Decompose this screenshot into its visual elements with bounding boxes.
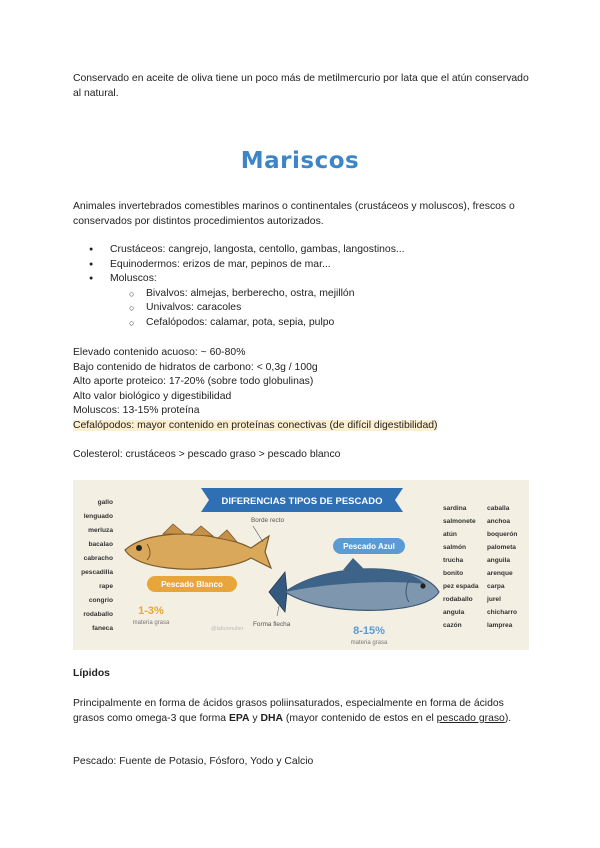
- blue-fish-name: carpa: [487, 583, 505, 590]
- white-fish-names: [81, 499, 113, 632]
- white-fish-name: merluza: [88, 527, 113, 534]
- description-paragraph: Animales invertebrados comestibles marinos o continentales (crustáceos y moluscos), frescos o conservados por distintos procedimientos autorizados.: [73, 201, 515, 227]
- lipidos-text-a: Principalmente en forma de ácidos grasos poliinsaturados, especialmente en forma de ácidos grasos como omega-3 que forma: [73, 698, 504, 724]
- white-fish-name: gallo: [97, 499, 113, 506]
- lipidos-heading: Lípidos: [73, 668, 110, 679]
- blue-fish-name: trucha: [443, 557, 464, 564]
- pescado-graso-link[interactable]: pescado graso: [436, 712, 505, 724]
- white-fish-name: pescadilla: [81, 569, 113, 576]
- white-fish-name: lenguado: [83, 513, 113, 520]
- blue-fish-name: boquerón: [487, 531, 518, 538]
- sublist-item-univalvos: ○ Univalvos: caracoles: [73, 301, 533, 316]
- lipidos-text-c: ).: [504, 712, 512, 724]
- blue-fish-name: arenque: [487, 570, 513, 577]
- white-fish-name: bacalao: [88, 541, 113, 548]
- white-fish-illustration: [125, 524, 271, 569]
- blue-fat-percent: 8-15%: [353, 625, 385, 637]
- blue-fat-label: materia grasa: [350, 640, 388, 646]
- lipidos-text-b: (mayor contenido de estos en el: [283, 712, 437, 724]
- blue-fish-name: salmonete: [443, 518, 476, 525]
- blue-fish-name: palometa: [487, 544, 516, 551]
- property-line: Bajo contenido de hidratos de carbono: < 0,3g / 100g: [73, 361, 318, 373]
- dha-term: DHA: [260, 712, 284, 724]
- blue-fish-name: anguila: [487, 557, 511, 564]
- properties-block: [73, 346, 533, 434]
- pescado-line: Pescado: Fuente de Potasio, Fósforo, Yodo y Calcio: [73, 756, 314, 767]
- list-item-moluscos: ● Moluscos:: [73, 272, 533, 287]
- property-line: Alto valor biológico y digestibilidad: [73, 390, 232, 402]
- blue-fish-label: Pescado Azul: [343, 542, 395, 551]
- highlighted-note: Cefalópodos: mayor contenido en proteínas conectivas (de difícil digestibilidad): [73, 419, 438, 431]
- classification-list: [73, 243, 533, 331]
- white-fish-name: faneca: [92, 625, 113, 632]
- white-fish-label: Pescado Blanco: [161, 580, 223, 589]
- lipidos-paragraph: [73, 697, 535, 726]
- watermark: @lafunmuller: [211, 626, 244, 632]
- blue-fish-name: anchoa: [487, 518, 511, 525]
- sublist-item-cefalopodos: ○ Cefalópodos: calamar, pota, sepia, pulpo: [73, 316, 533, 331]
- epa-term: EPA: [228, 712, 250, 724]
- blue-fish-name: atún: [443, 531, 457, 538]
- blue-fish-name: lamprea: [487, 622, 513, 629]
- blue-fish-name: rodaballo: [443, 596, 473, 603]
- property-line: Elevado contenido acuoso: ~ 60-80%: [73, 347, 246, 358]
- list-item-equinodermos: ● Equinodermos: erizos de mar, pepinos de mar...: [73, 258, 533, 273]
- white-fish-name: rodaballo: [83, 611, 113, 618]
- banner-title: DIFERENCIAS TIPOS DE PESCADO: [221, 496, 383, 507]
- fish-types-infographic: [73, 480, 529, 650]
- property-line: Alto aporte proteico: 17-20% (sobre todo globulinas): [73, 376, 314, 388]
- blue-fish-names-col1: [443, 505, 479, 629]
- white-fish-name: congrio: [88, 597, 113, 604]
- white-fat-percent: 1-3%: [138, 605, 164, 617]
- white-fish-name: cabracho: [83, 555, 113, 562]
- fork-label: Forma flecha: [253, 621, 291, 628]
- blue-fish-name: angula: [443, 609, 465, 616]
- page-title: Mariscos: [240, 148, 360, 174]
- property-line: Moluscos: 13-15% proteína: [73, 405, 200, 417]
- intro-paragraph: Conservado en aceite de oliva tiene un poco más de metilmercurio por lata que el atún conservado al natural.: [73, 73, 529, 99]
- blue-fish-name: cazón: [443, 622, 462, 629]
- list-item-crustaceos: ● Crustáceos: cangrejo, langosta, centollo, gambas, langostinos...: [73, 243, 533, 258]
- blue-fish-name: chicharro: [487, 609, 518, 616]
- blue-fish-name: pez espada: [443, 583, 479, 590]
- lipidos-and: y: [249, 712, 261, 724]
- blue-fish-names-col2: [486, 505, 517, 629]
- blue-fish-name: sardina: [443, 505, 467, 512]
- blue-fish-name: caballa: [487, 505, 510, 512]
- blue-fish-illustration: [269, 558, 439, 612]
- white-fish-name: rape: [99, 583, 113, 590]
- border-label: Borde recto: [251, 517, 285, 524]
- cholesterol-line: Colesterol: crustáceos > pescado graso > pescado blanco: [73, 449, 341, 460]
- blue-fish-name: salmón: [443, 544, 467, 551]
- sublist-item-bivalvos: ○ Bivalvos: almejas, berberecho, ostra, mejillón: [73, 287, 533, 302]
- blue-fish-name: bonito: [443, 570, 464, 577]
- white-fat-label: materia grasa: [132, 620, 170, 626]
- blue-fish-name: jurel: [487, 596, 501, 603]
